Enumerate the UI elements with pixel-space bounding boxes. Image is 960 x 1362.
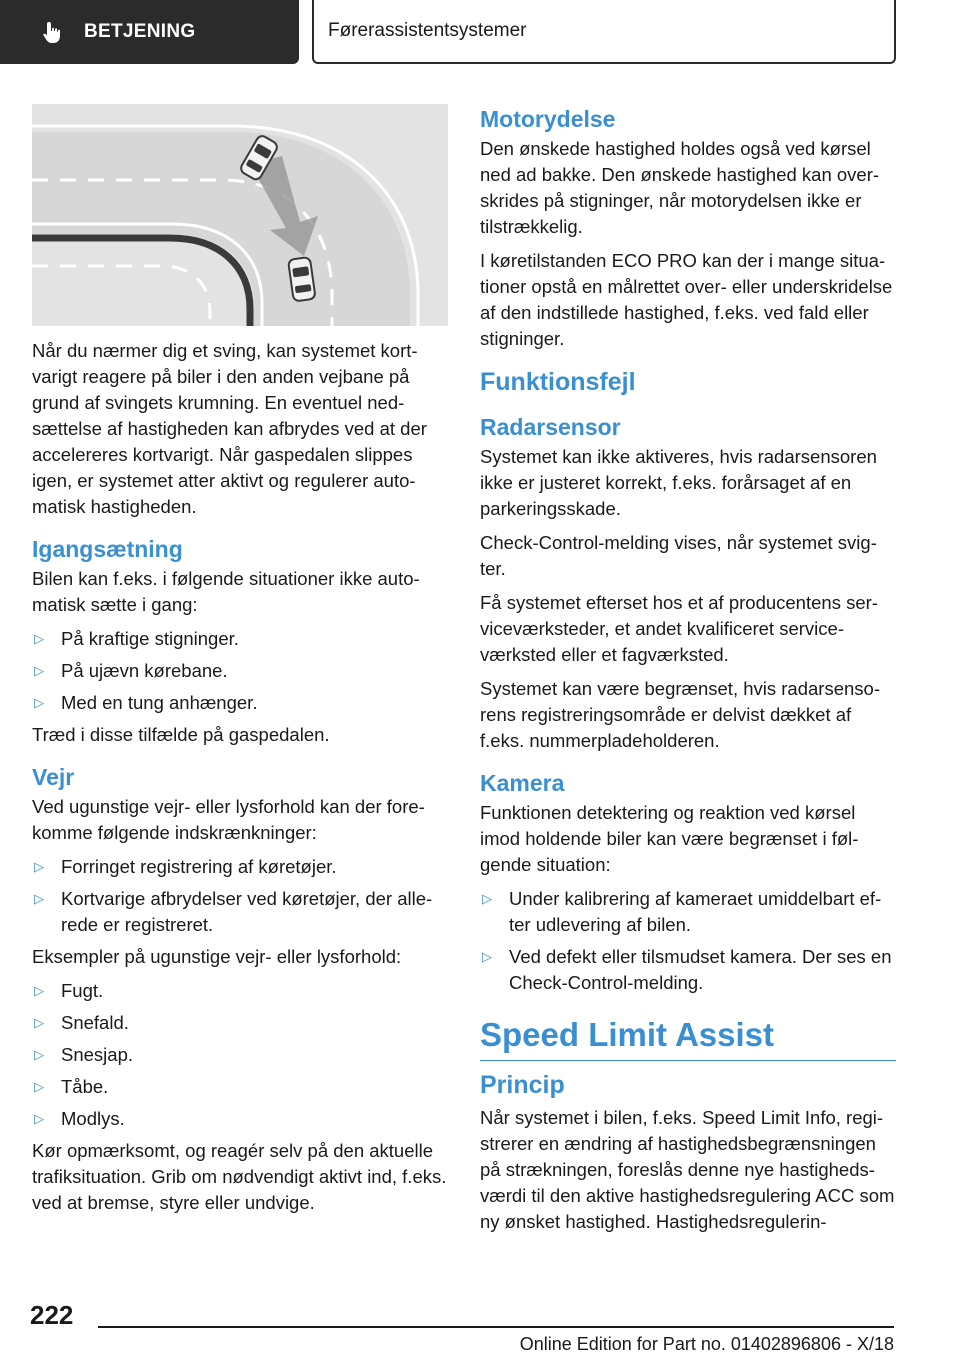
heading-radarsensor: Radarsensor <box>480 414 621 440</box>
motor-p1: Den ønskede hastighed holdes også ved kørsel ned ad bakke. Den ønskede hastighed kan overskrides på stigninger, når motorydelsen ikke er tilstrækkelig. <box>480 138 880 237</box>
heading-vejr: Vejr <box>32 764 75 790</box>
list-item: ▷ Snefald. <box>32 1010 448 1036</box>
heading-kamera: Kamera <box>480 770 565 796</box>
hand-pointer-icon <box>40 19 66 45</box>
triangle-right-icon: ▷ <box>34 1111 44 1126</box>
igang-text: Bilen kan f.eks. i følgende situationer ikke automatisk sætte i gang: <box>32 568 420 615</box>
list-item: ▷ Modlys. <box>32 1106 448 1132</box>
triangle-right-icon: ▷ <box>34 1047 44 1062</box>
curve-paragraph: Når du nærmer dig et sving, kan systemet kortvarigt reagere på biler i den anden vejbane på grund af svingets krumning. En eventuel nedsættelse af hastigheden kan afbrydes ved at der accelereres kortvarigt. Når gaspedalen slippes igen, er systemet atter aktivt og regulerer automatisk hastigheden. <box>32 340 427 517</box>
right-column <box>480 104 896 1243</box>
heading-igangsaetning: Igangsætning <box>32 536 183 562</box>
kamera-list <box>480 886 896 996</box>
vejr-list <box>32 854 448 938</box>
motor-p2: I køretilstanden ECO PRO kan der i mange situationer opstå en målrettet over- eller underskridelse af den indstillede hastighed, f.eks. ved fald eller stigninger. <box>480 250 893 349</box>
triangle-right-icon: ▷ <box>34 1079 44 1094</box>
radar-p1: Systemet kan ikke aktiveres, hvis radarsensoren ikke er justeret korrekt, f.eks. forårsaget af en parkeringsskade. <box>480 446 877 519</box>
footer-divider <box>98 1326 894 1328</box>
triangle-right-icon: ▷ <box>34 891 44 906</box>
triangle-right-icon: ▷ <box>34 983 44 998</box>
triangle-right-icon: ▷ <box>34 695 44 710</box>
curve-illustration <box>32 104 448 326</box>
chapter-tab <box>312 0 896 64</box>
heading-speed-limit-assist: Speed Limit Assist <box>480 1014 896 1061</box>
chapter-title: Førerassistentsystemer <box>328 20 527 41</box>
section-tab <box>0 0 299 64</box>
triangle-right-icon: ▷ <box>482 891 492 906</box>
vejr-examples-list <box>32 978 448 1132</box>
triangle-right-icon: ▷ <box>34 1015 44 1030</box>
section-title: BETJENING <box>84 21 196 42</box>
edition-note: Online Edition for Part no. 01402896806 - X/18 <box>519 1334 894 1354</box>
igang-after: Træd i disse tilfælde på gaspedalen. <box>32 724 330 745</box>
vejr-closing: Kør opmærksomt, og reagér selv på den aktuelle trafiksituation. Grib om nødvendigt aktivt ind, f.eks. ved at bremse, styre eller undvige. <box>32 1140 447 1213</box>
triangle-right-icon: ▷ <box>34 631 44 646</box>
page-header <box>0 0 960 66</box>
triangle-right-icon: ▷ <box>34 859 44 874</box>
radar-p4: Systemet kan være begrænset, hvis radarsensorens registreringsområde er delvist dækket af f.eks. nummerpladeholderen. <box>480 678 880 751</box>
list-item: ▷ Med en tung anhænger. <box>32 690 448 716</box>
heading-princip: Princip <box>480 1071 565 1099</box>
vejr-text: Ved ugunstige vejr- eller lysforhold kan der forekomme følgende indskrænkninger: <box>32 796 425 843</box>
igang-list <box>32 626 448 716</box>
triangle-right-icon: ▷ <box>34 663 44 678</box>
list-item: ▷ På ujævn kørebane. <box>32 658 448 684</box>
road-curve-diagram <box>32 104 448 326</box>
list-item: ▷ Forringet registrering af køretøjer. <box>32 854 448 880</box>
list-item: ▷ Under kalibrering af kameraet umiddelbart efter udlevering af bilen. <box>482 888 882 935</box>
left-column <box>32 104 448 1224</box>
list-item: ▷ Tåbe. <box>32 1074 448 1100</box>
page-number: 222 <box>30 1300 74 1330</box>
list-item: ▷ Kortvarige afbrydelser ved køretøjer, der allerede er registreret. <box>34 888 433 935</box>
kamera-text: Funktionen detektering og reaktion ved kørsel imod holdende biler kan være begrænset i følgende situation: <box>480 802 859 875</box>
list-item: ▷ Snesjap. <box>32 1042 448 1068</box>
radar-p2: Check-Control-melding vises, når systemet svigter. <box>480 532 877 579</box>
vejr-examples-text: Eksempler på ugunstige vejr- eller lysforhold: <box>32 946 402 967</box>
heading-motorydelse: Motorydelse <box>480 106 616 132</box>
list-item: ▷ På kraftige stigninger. <box>32 626 448 652</box>
heading-funktionsfejl: Funktionsfejl <box>480 368 636 396</box>
princip-text: Når systemet i bilen, f.eks. Speed Limit Info, registrerer en ændring af hastighedsbegrænsningen på strækningen, foreslås denne nye hastighedsværdi til den aktive hastighedsregulering ACC som ny ønsket hastighed. Hastighedsregulerin- <box>480 1107 895 1232</box>
list-item: ▷ Ved defekt eller tilsmudset kamera. Der ses en Check-Control-melding. <box>482 946 892 993</box>
radar-p3: Få systemet efterset hos et af producentens serviceværksteder, et andet kvalificeret serviceværksted eller et fagværksted. <box>480 592 878 665</box>
list-item: ▷ Fugt. <box>32 978 448 1004</box>
triangle-right-icon: ▷ <box>482 949 492 964</box>
